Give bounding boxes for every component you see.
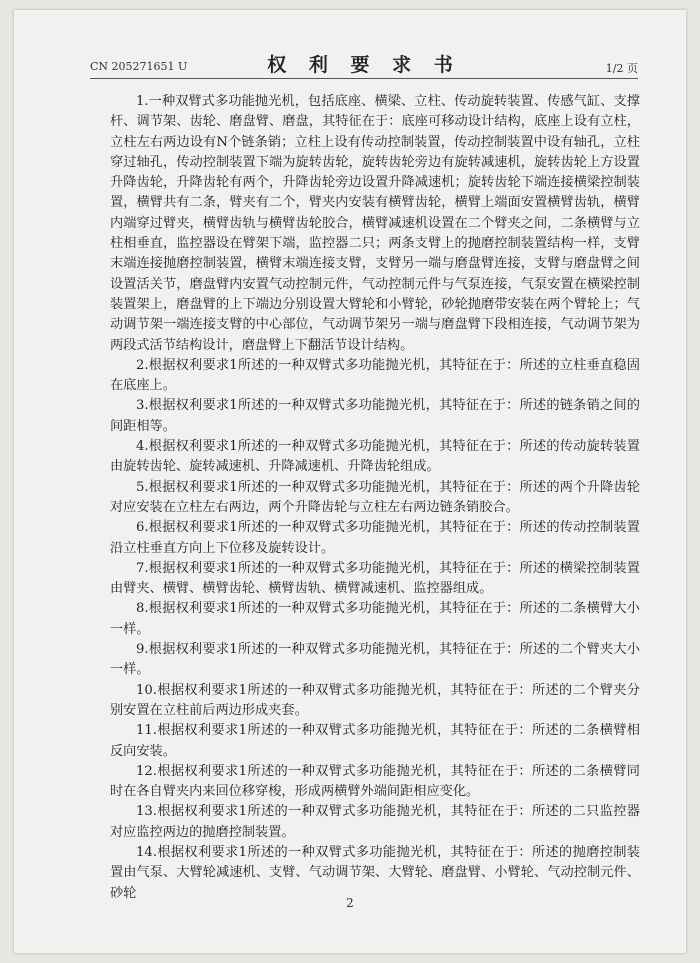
patent-number: CN 205271651 U: [90, 60, 188, 73]
document-page: [14, 10, 686, 953]
claim-5: 5.根据权利要求1所述的一种双臂式多功能抛光机，其特征在于：所述的两个升降齿轮对应安装在立柱左右两边，两个升降齿轮与立柱左右两边链条销胶合。: [110, 479, 640, 515]
claim-4: 4.根据权利要求1所述的一种双臂式多功能抛光机，其特征在于：所述的传动旋转装置由旋转齿轮、旋转减速机、升降减速机、升降齿轮组成。: [110, 439, 640, 475]
claim-14: 14.根据权利要求1所述的一种双臂式多功能抛光机，其特征在于：所述的抛磨控制装置由气泵、大臂轮减速机、支臂、气动调节架、大臂轮、磨盘臂、小臂轮、气动控制元件、砂轮: [110, 844, 640, 901]
claim-12: 12.根据权利要求1所述的一种双臂式多功能抛光机，其特征在于：所述的二条横臂同时在各自臂夹内来回位移穿梭，形成两横臂外端间距相应变化。: [110, 763, 640, 800]
document-title: 权 利 要 求 书: [267, 54, 461, 76]
claim-8: 8.根据权利要求1所述的一种双臂式多功能抛光机，其特征在于：所述的二条横臂大小一样。: [110, 601, 640, 637]
page-info: 1/2 页: [605, 62, 638, 75]
page-number: 2: [346, 896, 354, 910]
claim-6: 6.根据权利要求1所述的一种双臂式多功能抛光机，其特征在于：所述的传动控制装置沿立柱垂直方向上下位移及旋转设计。: [110, 520, 640, 556]
claim-3: 3.根据权利要求1所述的一种双臂式多功能抛光机，其特征在于：所述的链条销之间的间距相等。: [110, 398, 640, 434]
header-rule: [90, 78, 638, 79]
claims-body: [110, 92, 640, 904]
claim-2: 2.根据权利要求1所述的一种双臂式多功能抛光机，其特征在于：所述的立柱垂直稳固在底座上。: [110, 357, 640, 394]
claim-9: 9.根据权利要求1所述的一种双臂式多功能抛光机，其特征在于：所述的二个臂夹大小一样。: [110, 642, 640, 678]
claim-1: 1.一种双臂式多功能抛光机，包括底座、横梁、立柱、传动旋转装置、传感气缸、支撑杆、调节架、齿轮、磨盘臂、磨盘，其特征在于：底座可移动设计结构，底座上设有立柱，立柱左右两边设有N个链条销；立柱上设有传动控制装置，传动控制装置中设有轴孔，立柱穿过轴孔，传动控制装置下端为旋转齿轮，旋转齿轮旁边有旋转减速机，旋转齿轮上方设置升降齿轮，升降齿轮有两个，升降齿轮旁边设置升降减速机；旋转齿轮下端连接横梁控制装置，横臂共有二条，臂夹有二个，臂夹内安装有横臂齿轮，横臂上端面安置横臂齿轨，横臂内端穿过臂夹，横臂齿轨与横臂齿轮胶合，横臂减速机设置在二个臂夹之间，二条横臂与立柱相垂直，监控器设在臂架下端，监控器二只；两条支臂上的抛磨控制装置结构一样，支臂末端连接抛磨控制装置，横臂末端连接支臂，支臂另一端与磨盘臂连接，支臂与磨盘臂之间设置活关节，磨盘臂内安置气动控制元件，气动控制元件与气泵连接，气泵安置在横梁控制装置架上，磨盘臂的上下端边分别设置大臂轮和小臂轮，砂轮抛磨带安装在两个臂轮上；气动调节架一端连接支臂的中心部位，气动调节架另一端与磨盘臂下段相连接，气动调节架为两段式活节结构设计，磨盘臂上下翻活节设计结构。: [110, 94, 640, 353]
claim-10: 10.根据权利要求1所述的一种双臂式多功能抛光机，其特征在于：所述的二个臂夹分别安置在立柱前后两边形成夹套。: [110, 682, 640, 718]
page-header: [90, 48, 638, 76]
claim-13: 13.根据权利要求1所述的一种双臂式多功能抛光机，其特征在于：所述的二只监控器对应监控两边的抛磨控制装置。: [110, 804, 640, 840]
claim-7: 7.根据权利要求1所述的一种双臂式多功能抛光机，其特征在于：所述的横梁控制装置由臂夹、横臂、横臂齿轮、横臂齿轨、横臂减速机、监控器组成。: [110, 560, 640, 597]
claim-11: 11.根据权利要求1所述的一种双臂式多功能抛光机，其特征在于：所述的二条横臂相反向安装。: [110, 723, 640, 759]
